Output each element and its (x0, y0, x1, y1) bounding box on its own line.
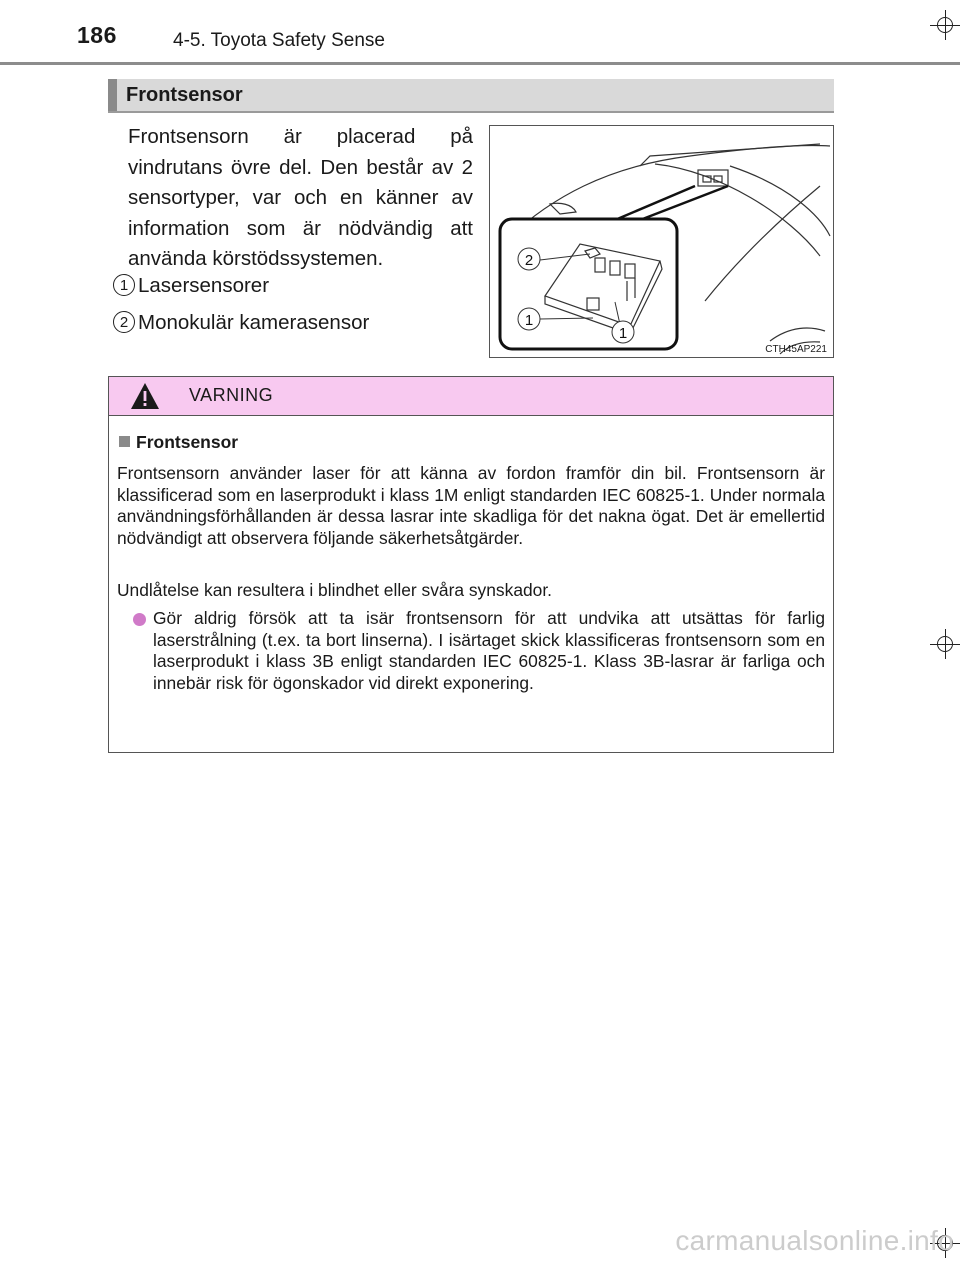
figure-code: CTH45AP221 (765, 344, 827, 355)
warning-bullet-text: Gör aldrig försök att ta isär frontsensorn för att undvika att utsättas för farlig laserstrålning (t.ex. ta bort linserna). I isärtaget skick klassificeras frontsensorn som en laserprodukt i klass 3B enligt standarden IEC 60825-1. Klass 3B-lasrar är farliga och innebär risk för ögonskador vid direkt exponering. (153, 608, 825, 694)
section-heading-bar (108, 79, 834, 113)
section-heading: Frontsensor (126, 84, 243, 106)
warning-title-text: Frontsensor (136, 432, 239, 452)
section-title: 4-5. Toyota Safety Sense (173, 30, 385, 51)
crop-mark-top-right (930, 10, 960, 40)
square-bullet-icon (119, 436, 130, 447)
warning-label: VARNING (189, 385, 274, 405)
warning-header (109, 377, 833, 416)
intro-paragraph: Frontsensorn är placerad på vindrutans övre del. Den består av 2 sensortyper, var och en känner av information som är nödvändig att använda körstödssystemen. (128, 125, 473, 271)
windshield-sensor-drawing (490, 126, 833, 357)
warning-title (119, 432, 238, 454)
item-number-badge: 2 (113, 311, 135, 333)
callout-label: 1 (618, 325, 628, 342)
list-item (113, 311, 369, 335)
item-label: Lasersensorer (138, 274, 270, 297)
warning-box (108, 376, 834, 753)
callout-label: 1 (524, 312, 534, 329)
item-label: Monokulär kamerasensor (138, 311, 370, 334)
page-number: 186 (77, 22, 117, 48)
front-sensor-illustration (489, 125, 834, 358)
callout-label: 2 (524, 252, 534, 269)
warning-triangle-icon (129, 381, 161, 411)
warning-paragraph: Frontsensorn använder laser för att känna av fordon framför din bil. Frontsensorn är klassificerad som en laserprodukt i klass 1M enligt standarden IEC 60825-1. Under normala användningsförhållanden är dessa lasrar inte skadliga för det nakna ögat. Det är emellertid nödvändigt att observera följande säkerhetsåtgärder. (117, 463, 825, 549)
watermark: carmanualsonline.info (675, 1225, 954, 1256)
warning-paragraph: Undlåtelse kan resultera i blindhet eller svåra synskador. (117, 580, 552, 600)
bullet-icon (133, 613, 146, 626)
crop-mark-mid-right (930, 629, 960, 659)
header-rule (0, 62, 960, 65)
list-item (113, 274, 269, 298)
section-heading-accent (108, 79, 117, 111)
item-number-badge: 1 (113, 274, 135, 296)
